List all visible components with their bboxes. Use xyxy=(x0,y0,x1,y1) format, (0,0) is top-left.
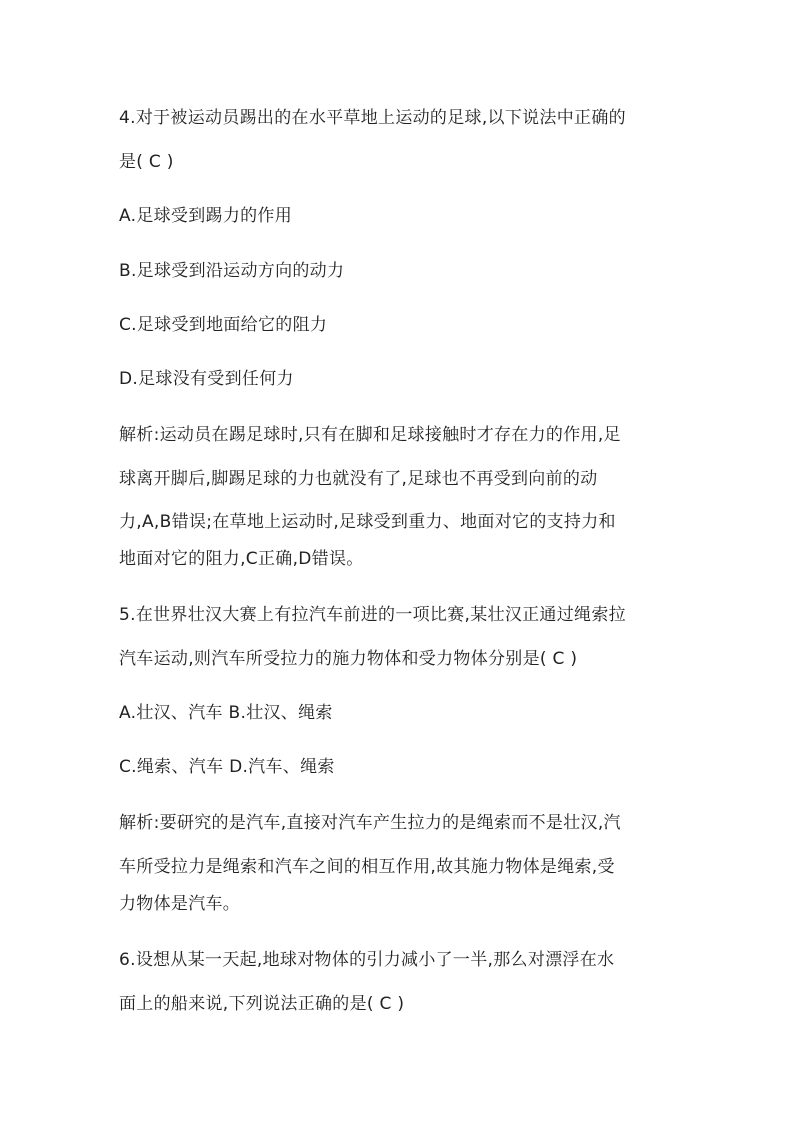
q4-analysis-line-3: 力,A,B错误;在草地上运动时,足球受到重力、地面对它的支持力和 xyxy=(119,512,616,532)
q4-option-a: A.足球受到踢力的作用 xyxy=(119,206,293,226)
q4-stem-line-2: 是( C ) xyxy=(119,152,174,172)
q4-option-d: D.足球没有受到任何力 xyxy=(119,369,294,389)
q5-options-cd: C.绳索、汽车 D.汽车、绳索 xyxy=(119,757,335,777)
q5-options-ab: A.壮汉、汽车 B.壮汉、绳索 xyxy=(119,703,333,723)
q6-stem-line-1: 6.设想从某一天起,地球对物体的引力减小了一半,那么对漂浮在水 xyxy=(119,950,615,970)
q4-analysis-line-2: 球离开脚后,脚踢足球的力也就没有了,足球也不再受到向前的动 xyxy=(119,469,598,489)
q5-analysis-line-1: 解析:要研究的是汽车,直接对汽车产生拉力的是绳索而不是壮汉,汽 xyxy=(119,813,621,833)
q5-stem-line-2: 汽车运动,则汽车所受拉力的施力物体和受力物体分别是( C ) xyxy=(119,649,578,669)
q5-stem-line-1: 5.在世界壮汉大赛上有拉汽车前进的一项比赛,某壮汉正通过绳索拉 xyxy=(119,605,626,625)
q5-analysis-line-3: 力物体是汽车。 xyxy=(119,894,241,914)
q4-option-c: C.足球受到地面给它的阻力 xyxy=(119,315,328,335)
q5-analysis-line-2: 车所受拉力是绳索和汽车之间的相互作用,故其施力物体是绳索,受 xyxy=(119,857,615,877)
q6-stem-line-2: 面上的船来说,下列说法正确的是( C ) xyxy=(119,994,405,1014)
q4-option-b: B.足球受到沿运动方向的动力 xyxy=(119,261,345,281)
q4-analysis-line-4: 地面对它的阻力,C正确,D错误。 xyxy=(119,549,364,569)
q4-analysis-line-1: 解析:运动员在踢足球时,只有在脚和足球接触时才存在力的作用,足 xyxy=(119,425,621,445)
q4-stem-line-1: 4.对于被运动员踢出的在水平草地上运动的足球,以下说法中正确的 xyxy=(119,108,626,128)
